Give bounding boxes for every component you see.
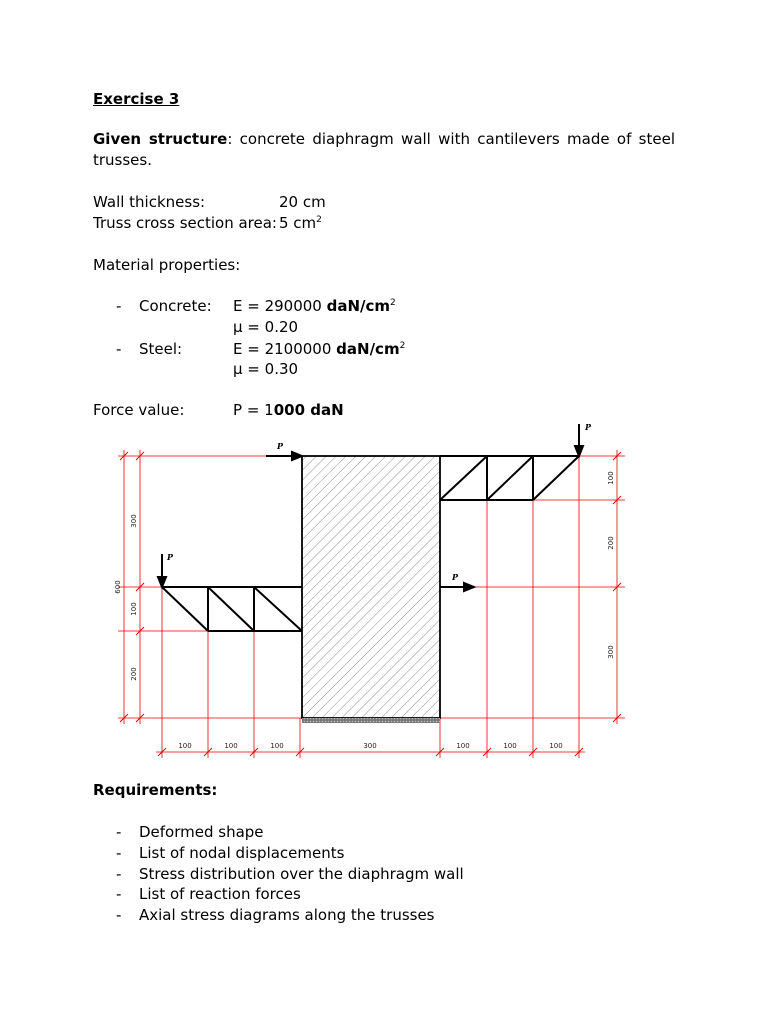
requirement-item: Deformed shape: [139, 823, 264, 841]
steel-mu: μ = 0.30: [233, 360, 299, 378]
dimension-label: 100: [607, 471, 615, 485]
concrete-mu: μ = 0.20: [233, 318, 299, 336]
exercise-title: Exercise 3: [93, 90, 180, 108]
bullet: -: [116, 906, 122, 924]
load-arrow-head: [464, 583, 474, 591]
truss-area-number: 5 cm: [279, 214, 317, 232]
material-heading: Material properties:: [93, 256, 241, 274]
requirement-item: List of nodal displacements: [139, 844, 345, 862]
truss-area-exponent: 2: [316, 215, 322, 225]
steel-e-exponent: 2: [399, 341, 406, 351]
ground-support: [302, 718, 440, 723]
load-label: P: [167, 552, 174, 562]
force-number: 000 daN: [273, 401, 344, 419]
dimension-label: 100: [224, 742, 238, 750]
concrete-e-exponent: 2: [390, 298, 396, 308]
bullet: -: [116, 297, 122, 315]
steel-e-unit: daN/cm: [336, 340, 400, 358]
dimension-label: 100: [503, 742, 517, 750]
bullet: -: [116, 865, 122, 883]
dimension-label: 100: [130, 602, 138, 616]
steel-name: Steel:: [139, 340, 183, 358]
bullet: -: [116, 340, 122, 358]
concrete-name: Concrete:: [139, 297, 212, 315]
structure-label: Given structure: [93, 130, 228, 148]
load-arrow-head: [575, 446, 583, 456]
load-label: P: [585, 422, 592, 432]
requirements-heading: Requirements:: [93, 781, 218, 799]
load-label: P: [452, 572, 459, 582]
dimension-label: 100: [270, 742, 284, 750]
dimension-label: 300: [130, 514, 138, 528]
concrete-e-unit: daN/cm: [326, 297, 391, 315]
force-label: Force value:: [93, 401, 185, 419]
wall-thickness-label: Wall thickness:: [93, 193, 206, 211]
load-arrow-head: [292, 452, 302, 460]
dimension-label: 200: [130, 667, 138, 681]
dimension-label: 300: [363, 742, 377, 750]
left-truss: [162, 587, 302, 631]
diaphragm-wall: [302, 456, 440, 718]
truss-area-label: Truss cross section area:: [93, 214, 277, 232]
requirement-item: List of reaction forces: [139, 885, 301, 903]
bullet: -: [116, 885, 122, 903]
dimension-label: 300: [607, 645, 615, 659]
steel-e-value: E = 2100000: [233, 340, 337, 358]
force-prefix: P = 1: [233, 401, 274, 419]
dimension-label: 100: [178, 742, 192, 750]
bullet: -: [116, 823, 122, 841]
concrete-e-value: E = 290000: [233, 297, 327, 315]
dimension-label: 600: [114, 580, 122, 594]
dimension-label: 200: [607, 536, 615, 550]
dimension-label: 100: [456, 742, 470, 750]
bullet: -: [116, 844, 122, 862]
requirement-item: Stress distribution over the diaphragm wall: [139, 865, 464, 883]
load-label: P: [277, 441, 284, 451]
right-truss: [440, 456, 579, 500]
dimension-label: 100: [549, 742, 563, 750]
requirement-item: Axial stress diagrams along the trusses: [139, 906, 435, 924]
structure-text: : concrete diaphragm wall with cantilevers made of steel trusses.: [93, 130, 675, 169]
wall-thickness-value: 20 cm: [279, 193, 326, 211]
load-arrow-head: [158, 577, 166, 587]
